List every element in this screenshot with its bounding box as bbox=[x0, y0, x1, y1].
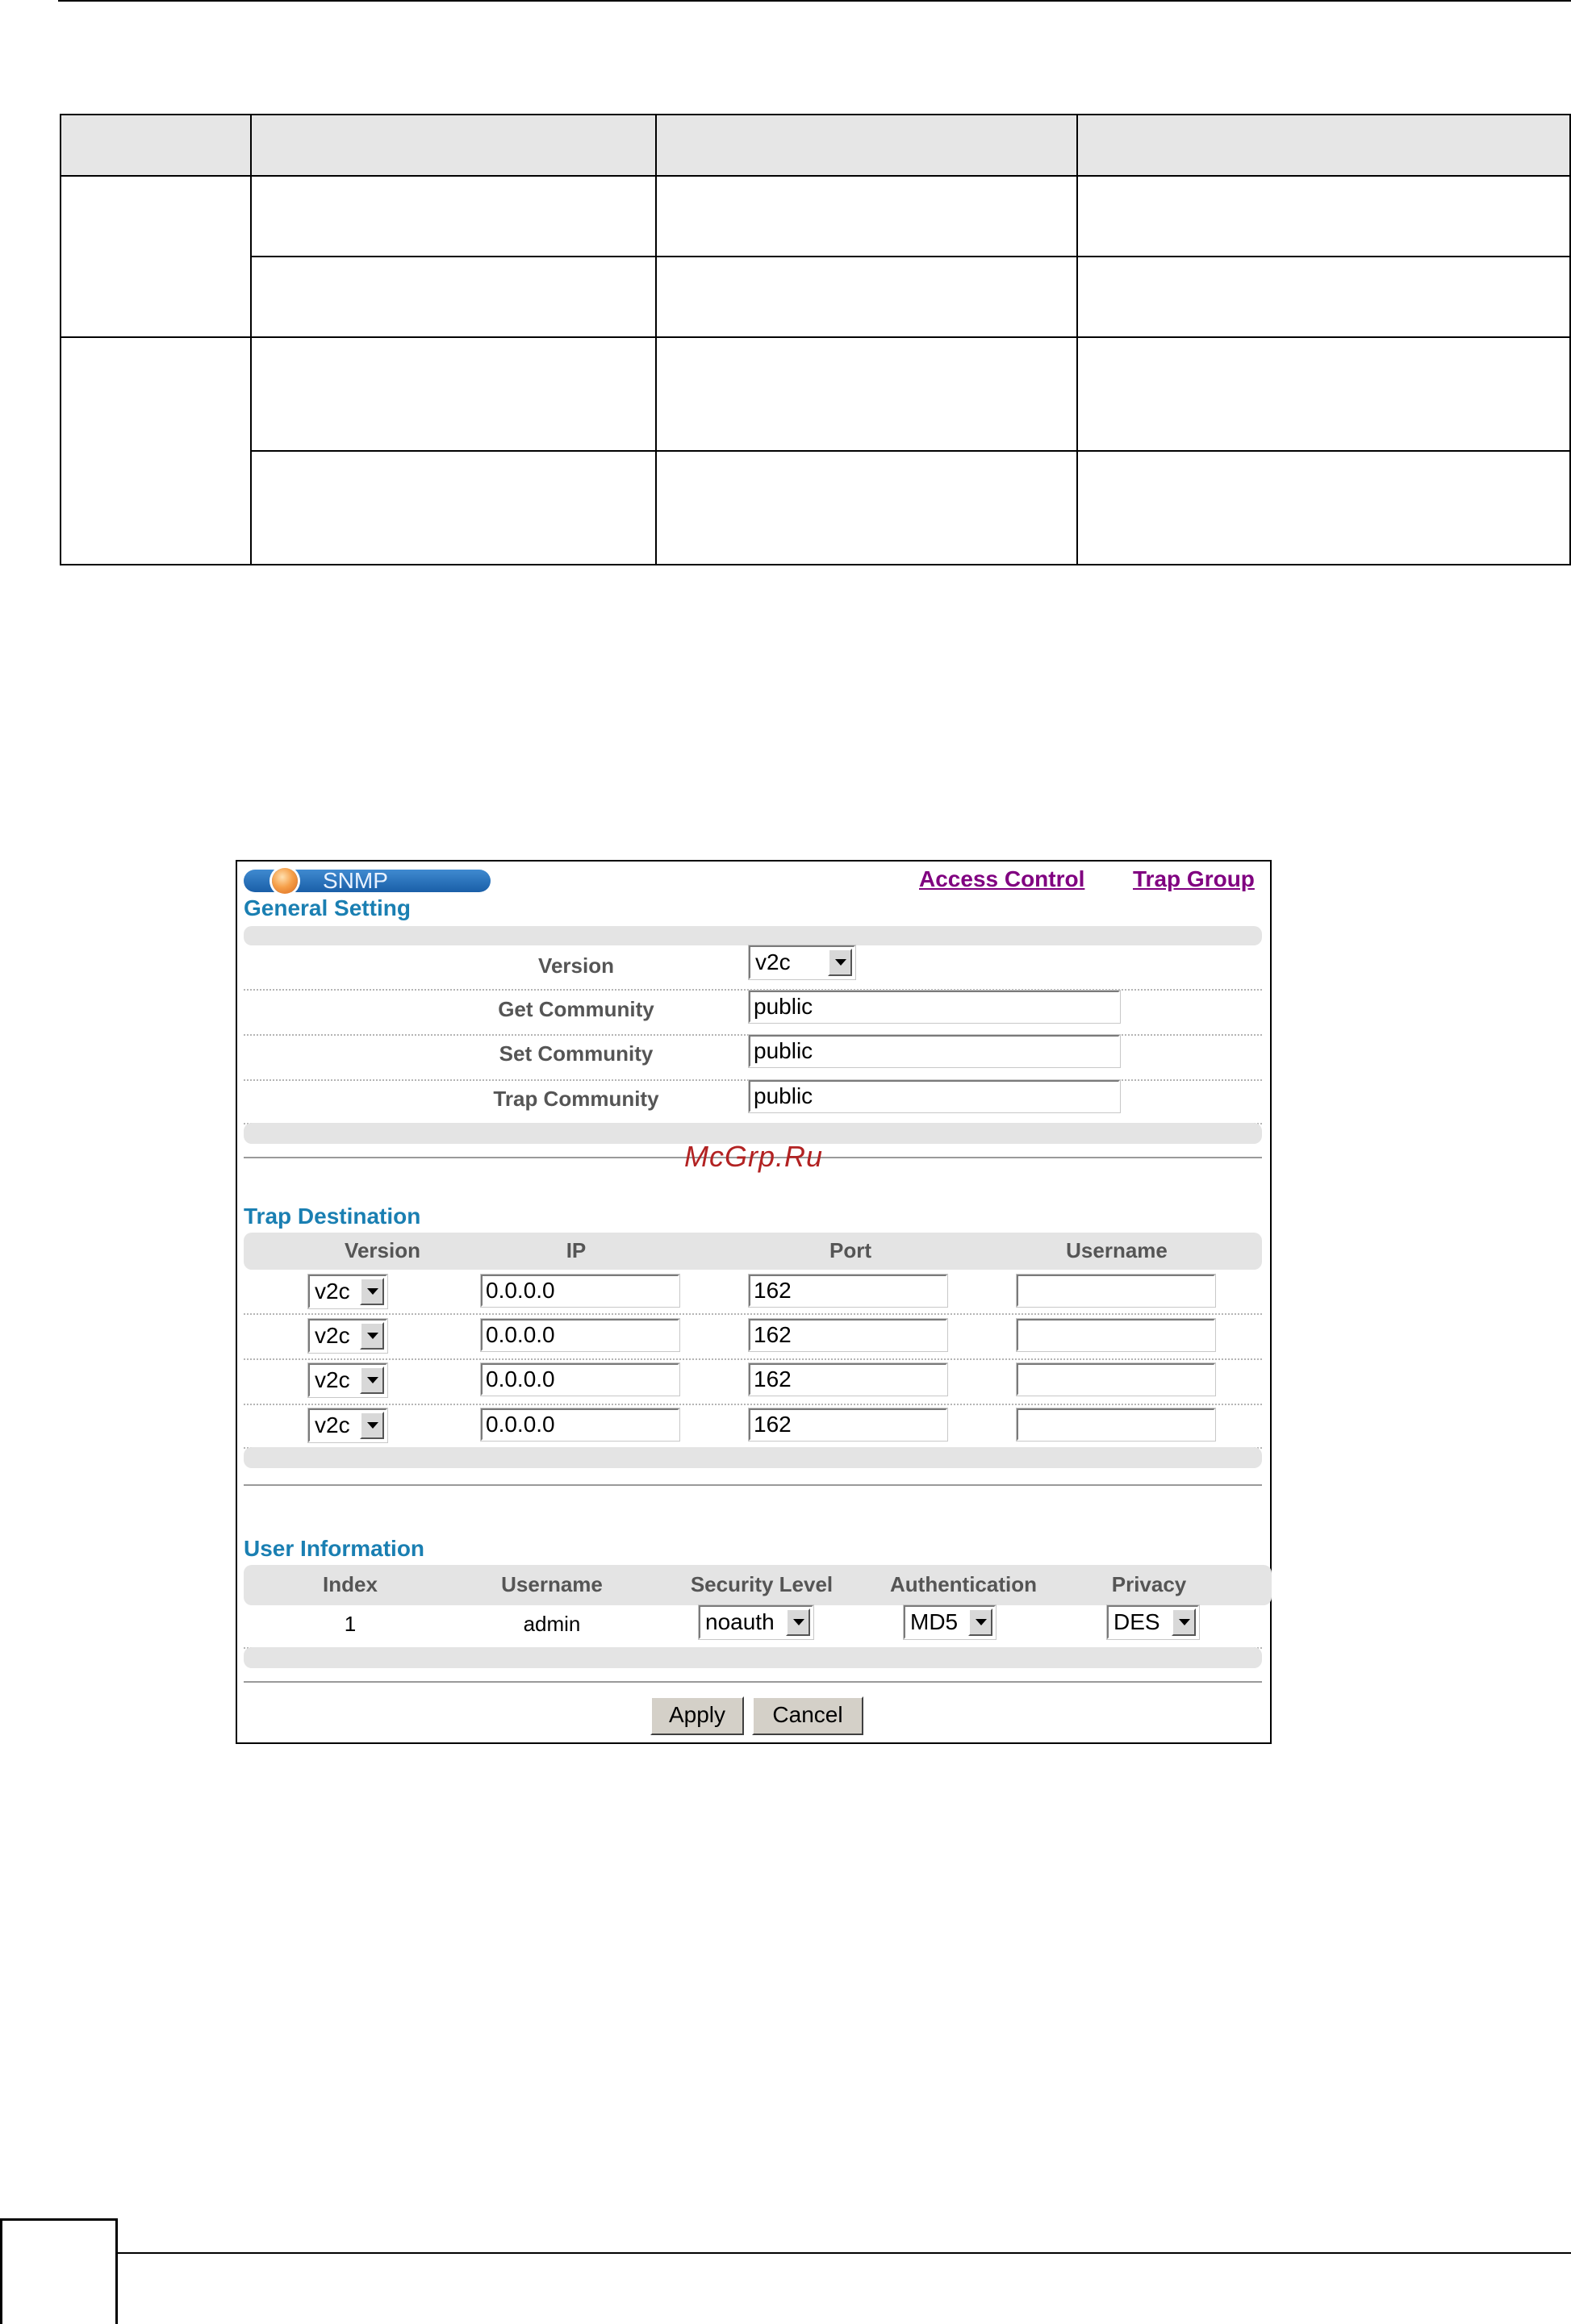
chevron-down-icon bbox=[828, 949, 852, 976]
user-index: 1 bbox=[344, 1612, 357, 1636]
trap-ip-input[interactable]: 0.0.0.0 bbox=[481, 1319, 679, 1351]
general-setting-title: General Setting bbox=[244, 895, 411, 920]
trap-version-value: v2c bbox=[315, 1412, 350, 1437]
set-community-label: Set Community bbox=[499, 1041, 654, 1066]
cancel-button[interactable]: Cancel bbox=[752, 1696, 863, 1735]
chevron-down-icon bbox=[786, 1608, 810, 1636]
user-information-title: User Information bbox=[244, 1536, 425, 1561]
trap-version-select[interactable] bbox=[308, 1363, 387, 1397]
privacy-value: DES bbox=[1113, 1609, 1160, 1634]
trap-version-value: v2c bbox=[315, 1279, 350, 1304]
access-control-link[interactable]: Access Control bbox=[919, 866, 1085, 891]
authentication-value: MD5 bbox=[910, 1609, 959, 1634]
chevron-down-icon bbox=[968, 1608, 992, 1636]
set-community-input[interactable]: public bbox=[749, 1035, 1120, 1067]
general-setting-band bbox=[244, 926, 1262, 945]
privacy-select[interactable] bbox=[1107, 1605, 1199, 1639]
trap-destination-title: Trap Destination bbox=[244, 1204, 421, 1229]
trap-group-link[interactable]: Trap Group bbox=[1133, 866, 1255, 891]
trap-destination-footer bbox=[244, 1447, 1262, 1468]
trap-col-username: Username bbox=[1066, 1238, 1168, 1262]
trap-col-ip: IP bbox=[566, 1238, 587, 1262]
top-rule bbox=[58, 0, 1571, 2]
trap-version-select[interactable] bbox=[308, 1319, 387, 1353]
trap-col-version: Version bbox=[345, 1238, 420, 1262]
trap-username-input[interactable] bbox=[1017, 1408, 1215, 1441]
trap-ip-input[interactable]: 0.0.0.0 bbox=[481, 1363, 679, 1396]
version-select-value: v2c bbox=[755, 949, 791, 974]
doc-table-header bbox=[61, 115, 1570, 176]
security-level-select[interactable] bbox=[699, 1605, 813, 1639]
trap-version-select[interactable] bbox=[308, 1408, 387, 1442]
security-level-value: noauth bbox=[705, 1609, 775, 1634]
trap-version-value: v2c bbox=[315, 1367, 350, 1392]
version-select[interactable] bbox=[749, 945, 855, 979]
trap-port-input[interactable]: 162 bbox=[749, 1275, 947, 1307]
trap-port-input[interactable]: 162 bbox=[749, 1408, 947, 1441]
trap-ip-input[interactable]: 0.0.0.0 bbox=[481, 1408, 679, 1441]
user-col-authentication: Authentication bbox=[890, 1572, 1037, 1596]
page-number-box bbox=[0, 2218, 118, 2324]
chevron-down-icon bbox=[360, 1412, 384, 1439]
snmp-title: SNMP bbox=[323, 868, 388, 893]
divider bbox=[244, 1681, 1262, 1683]
chevron-down-icon bbox=[360, 1366, 384, 1394]
user-information-footer bbox=[244, 1647, 1262, 1668]
doc-table-row bbox=[61, 337, 1570, 451]
bottom-rule bbox=[118, 2252, 1571, 2254]
user-col-username: Username bbox=[501, 1572, 603, 1596]
snmp-title-bar bbox=[244, 870, 491, 892]
chevron-down-icon bbox=[360, 1278, 384, 1305]
orb-icon bbox=[272, 868, 298, 894]
user-col-security-level: Security Level bbox=[690, 1572, 834, 1596]
user-col-privacy: Privacy bbox=[1111, 1572, 1187, 1596]
trap-username-input[interactable] bbox=[1017, 1363, 1215, 1396]
trap-username-input[interactable] bbox=[1017, 1319, 1215, 1351]
get-community-input[interactable]: public bbox=[749, 991, 1120, 1023]
version-label: Version bbox=[538, 953, 614, 978]
snmp-screen bbox=[236, 860, 1272, 1744]
doc-table-row bbox=[61, 257, 1570, 337]
trap-username-input[interactable] bbox=[1017, 1275, 1215, 1307]
watermark: McGrp.Ru bbox=[683, 1140, 824, 1173]
trap-ip-input[interactable]: 0.0.0.0 bbox=[481, 1275, 679, 1307]
apply-button[interactable]: Apply bbox=[650, 1696, 744, 1735]
user-username: admin bbox=[523, 1612, 581, 1636]
chevron-down-icon bbox=[360, 1322, 384, 1350]
trap-community-label: Trap Community bbox=[493, 1087, 659, 1111]
trap-community-input[interactable]: public bbox=[749, 1080, 1120, 1112]
trap-version-select[interactable] bbox=[308, 1275, 387, 1308]
trap-version-value: v2c bbox=[315, 1323, 350, 1348]
trap-port-input[interactable]: 162 bbox=[749, 1319, 947, 1351]
doc-table-row bbox=[61, 451, 1570, 565]
trap-col-port: Port bbox=[829, 1238, 871, 1262]
doc-table bbox=[60, 114, 1571, 565]
doc-table-row bbox=[61, 176, 1570, 257]
divider bbox=[244, 1484, 1262, 1486]
chevron-down-icon bbox=[1172, 1608, 1196, 1636]
user-col-index: Index bbox=[323, 1572, 378, 1596]
authentication-select[interactable] bbox=[904, 1605, 996, 1639]
get-community-label: Get Community bbox=[498, 997, 654, 1021]
trap-port-input[interactable]: 162 bbox=[749, 1363, 947, 1396]
